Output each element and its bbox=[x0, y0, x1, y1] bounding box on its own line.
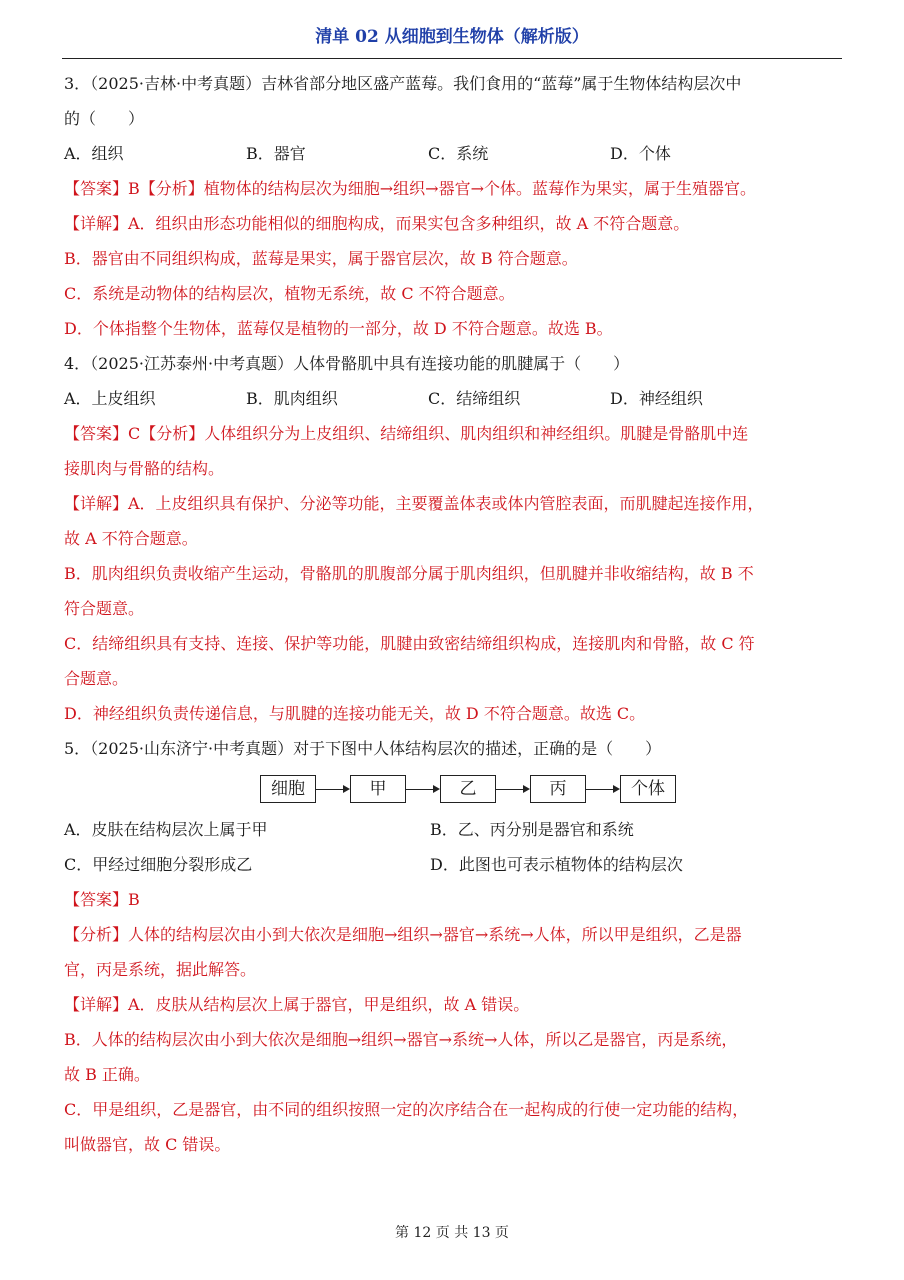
q4-option-c: C．结缔组织 bbox=[428, 389, 521, 408]
q4-detail-c-line2: 合题意。 bbox=[64, 669, 129, 688]
flow-box-jia: 甲 bbox=[350, 775, 406, 803]
flow-box-yi: 乙 bbox=[440, 775, 496, 803]
q4-answer-line1: 【答案】C【分析】人体组织分为上皮组织、结缔组织、肌肉组织和神经组织。肌腱是骨骼肌中连 bbox=[64, 424, 749, 443]
q5-option-d: D．此图也可表示植物体的结构层次 bbox=[430, 855, 683, 874]
document-body bbox=[64, 66, 842, 1162]
flow-arrow-icon bbox=[586, 785, 620, 793]
flow-box-bing: 丙 bbox=[530, 775, 586, 803]
q3-detail-c: C．系统是动物体的结构层次，植物无系统，故 C 不符合题意。 bbox=[64, 284, 515, 303]
q3-detail-b: B．器官由不同组织构成，蓝莓是果实，属于器官层次，故 B 符合题意。 bbox=[64, 249, 578, 268]
q4-answer-line2: 接肌肉与骨骼的结构。 bbox=[64, 459, 225, 478]
q3-option-d: D．个体 bbox=[610, 144, 671, 163]
q4-detail-b-line2: 符合题意。 bbox=[64, 599, 145, 618]
q4-stem: 4．（2025·江苏泰州·中考真题）人体骨骼肌中具有连接功能的肌腱属于（ ） bbox=[64, 354, 630, 373]
q5-detail-b-line1: B．人体的结构层次由小到大依次是细胞→组织→器官→系统→人体，所以乙是器官，丙是系统， bbox=[64, 1030, 738, 1049]
header-divider bbox=[62, 58, 842, 59]
q3-option-a: A．组织 bbox=[64, 144, 124, 163]
q5-options-row2 bbox=[64, 847, 842, 882]
q4-option-b: B．肌肉组织 bbox=[246, 389, 338, 408]
flow-arrow-icon bbox=[496, 785, 530, 793]
q5-stem: 5．（2025·山东济宁·中考真题）对于下图中人体结构层次的描述，正确的是（ ） bbox=[64, 739, 662, 758]
flow-arrow-icon bbox=[316, 785, 350, 793]
q5-option-a: A．皮肤在结构层次上属于甲 bbox=[64, 820, 268, 839]
flow-box-individual: 个体 bbox=[620, 775, 676, 803]
q3-option-b: B．器官 bbox=[246, 144, 306, 163]
q5-analysis-line1: 【分析】人体的结构层次由小到大依次是细胞→组织→器官→系统→人体，所以甲是组织，乙是器 bbox=[64, 925, 742, 944]
q5-detail-c-line1: C．甲是组织，乙是器官，由不同的组织按照一定的次序结合在一起构成的行使一定功能的结构， bbox=[64, 1100, 749, 1119]
q3-detail-d: D．个体指整个生物体，蓝莓仅是植物的一部分，故 D 不符合题意。故选 B。 bbox=[64, 319, 613, 338]
q4-detail-c-line1: C．结缔组织具有支持、连接、保护等功能，肌腱由致密结缔组织构成，连接肌肉和骨骼，故 C 符 bbox=[64, 634, 755, 653]
q5-options-row1 bbox=[64, 812, 842, 847]
q3-stem-line1: 3．（2025·吉林·中考真题）吉林省部分地区盛产蓝莓。我们食用的“蓝莓”属于生物体结构层次中 bbox=[64, 74, 742, 93]
q4-detail-a-line1: 【详解】A．上皮组织具有保护、分泌等功能，主要覆盖体表或体内管腔表面，而肌腱起连接作用， bbox=[64, 494, 764, 513]
q3-options bbox=[64, 136, 842, 171]
q5-flow-diagram bbox=[260, 768, 842, 810]
q5-option-b: B．乙、丙分别是器官和系统 bbox=[430, 820, 634, 839]
q5-analysis-line2: 官，丙是系统，据此解答。 bbox=[64, 960, 257, 979]
page-number: 第 12 页 共 13 页 bbox=[395, 1225, 509, 1241]
q5-option-c: C．甲经过细胞分裂形成乙 bbox=[64, 855, 253, 874]
flow-box-cell: 细胞 bbox=[260, 775, 316, 803]
q4-detail-a-line2: 故 A 不符合题意。 bbox=[64, 529, 198, 548]
page-header-title: 清单 02 从细胞到生物体（解析版） bbox=[315, 27, 589, 47]
q3-detail-a: 【详解】A．组织由形态功能相似的细胞构成，而果实包含多种组织，故 A 不符合题意。 bbox=[64, 214, 690, 233]
q4-detail-d: D．神经组织负责传递信息，与肌腱的连接功能无关，故 D 不符合题意。故选 C。 bbox=[64, 704, 646, 723]
q4-detail-b-line1: B．肌肉组织负责收缩产生运动，骨骼肌的肌腹部分属于肌肉组织，但肌腱并非收缩结构，故 B 不 bbox=[64, 564, 754, 583]
q5-detail-c-line2: 叫做器官，故 C 错误。 bbox=[64, 1135, 231, 1154]
q5-detail-b-line2: 故 B 正确。 bbox=[64, 1065, 150, 1084]
q5-detail-a: 【详解】A．皮肤从结构层次上属于器官，甲是组织，故 A 错误。 bbox=[64, 995, 530, 1014]
q4-option-d: D．神经组织 bbox=[610, 389, 703, 408]
q3-option-c: C．系统 bbox=[428, 144, 489, 163]
q4-option-a: A．上皮组织 bbox=[64, 389, 156, 408]
q5-answer: 【答案】B bbox=[64, 890, 140, 909]
flow-arrow-icon bbox=[406, 785, 440, 793]
q3-answer: 【答案】B【分析】植物体的结构层次为细胞→组织→器官→个体。蓝莓作为果实，属于生殖器官。 bbox=[64, 179, 756, 198]
q4-options bbox=[64, 381, 842, 416]
q3-stem-line2: 的（ ） bbox=[64, 109, 145, 128]
